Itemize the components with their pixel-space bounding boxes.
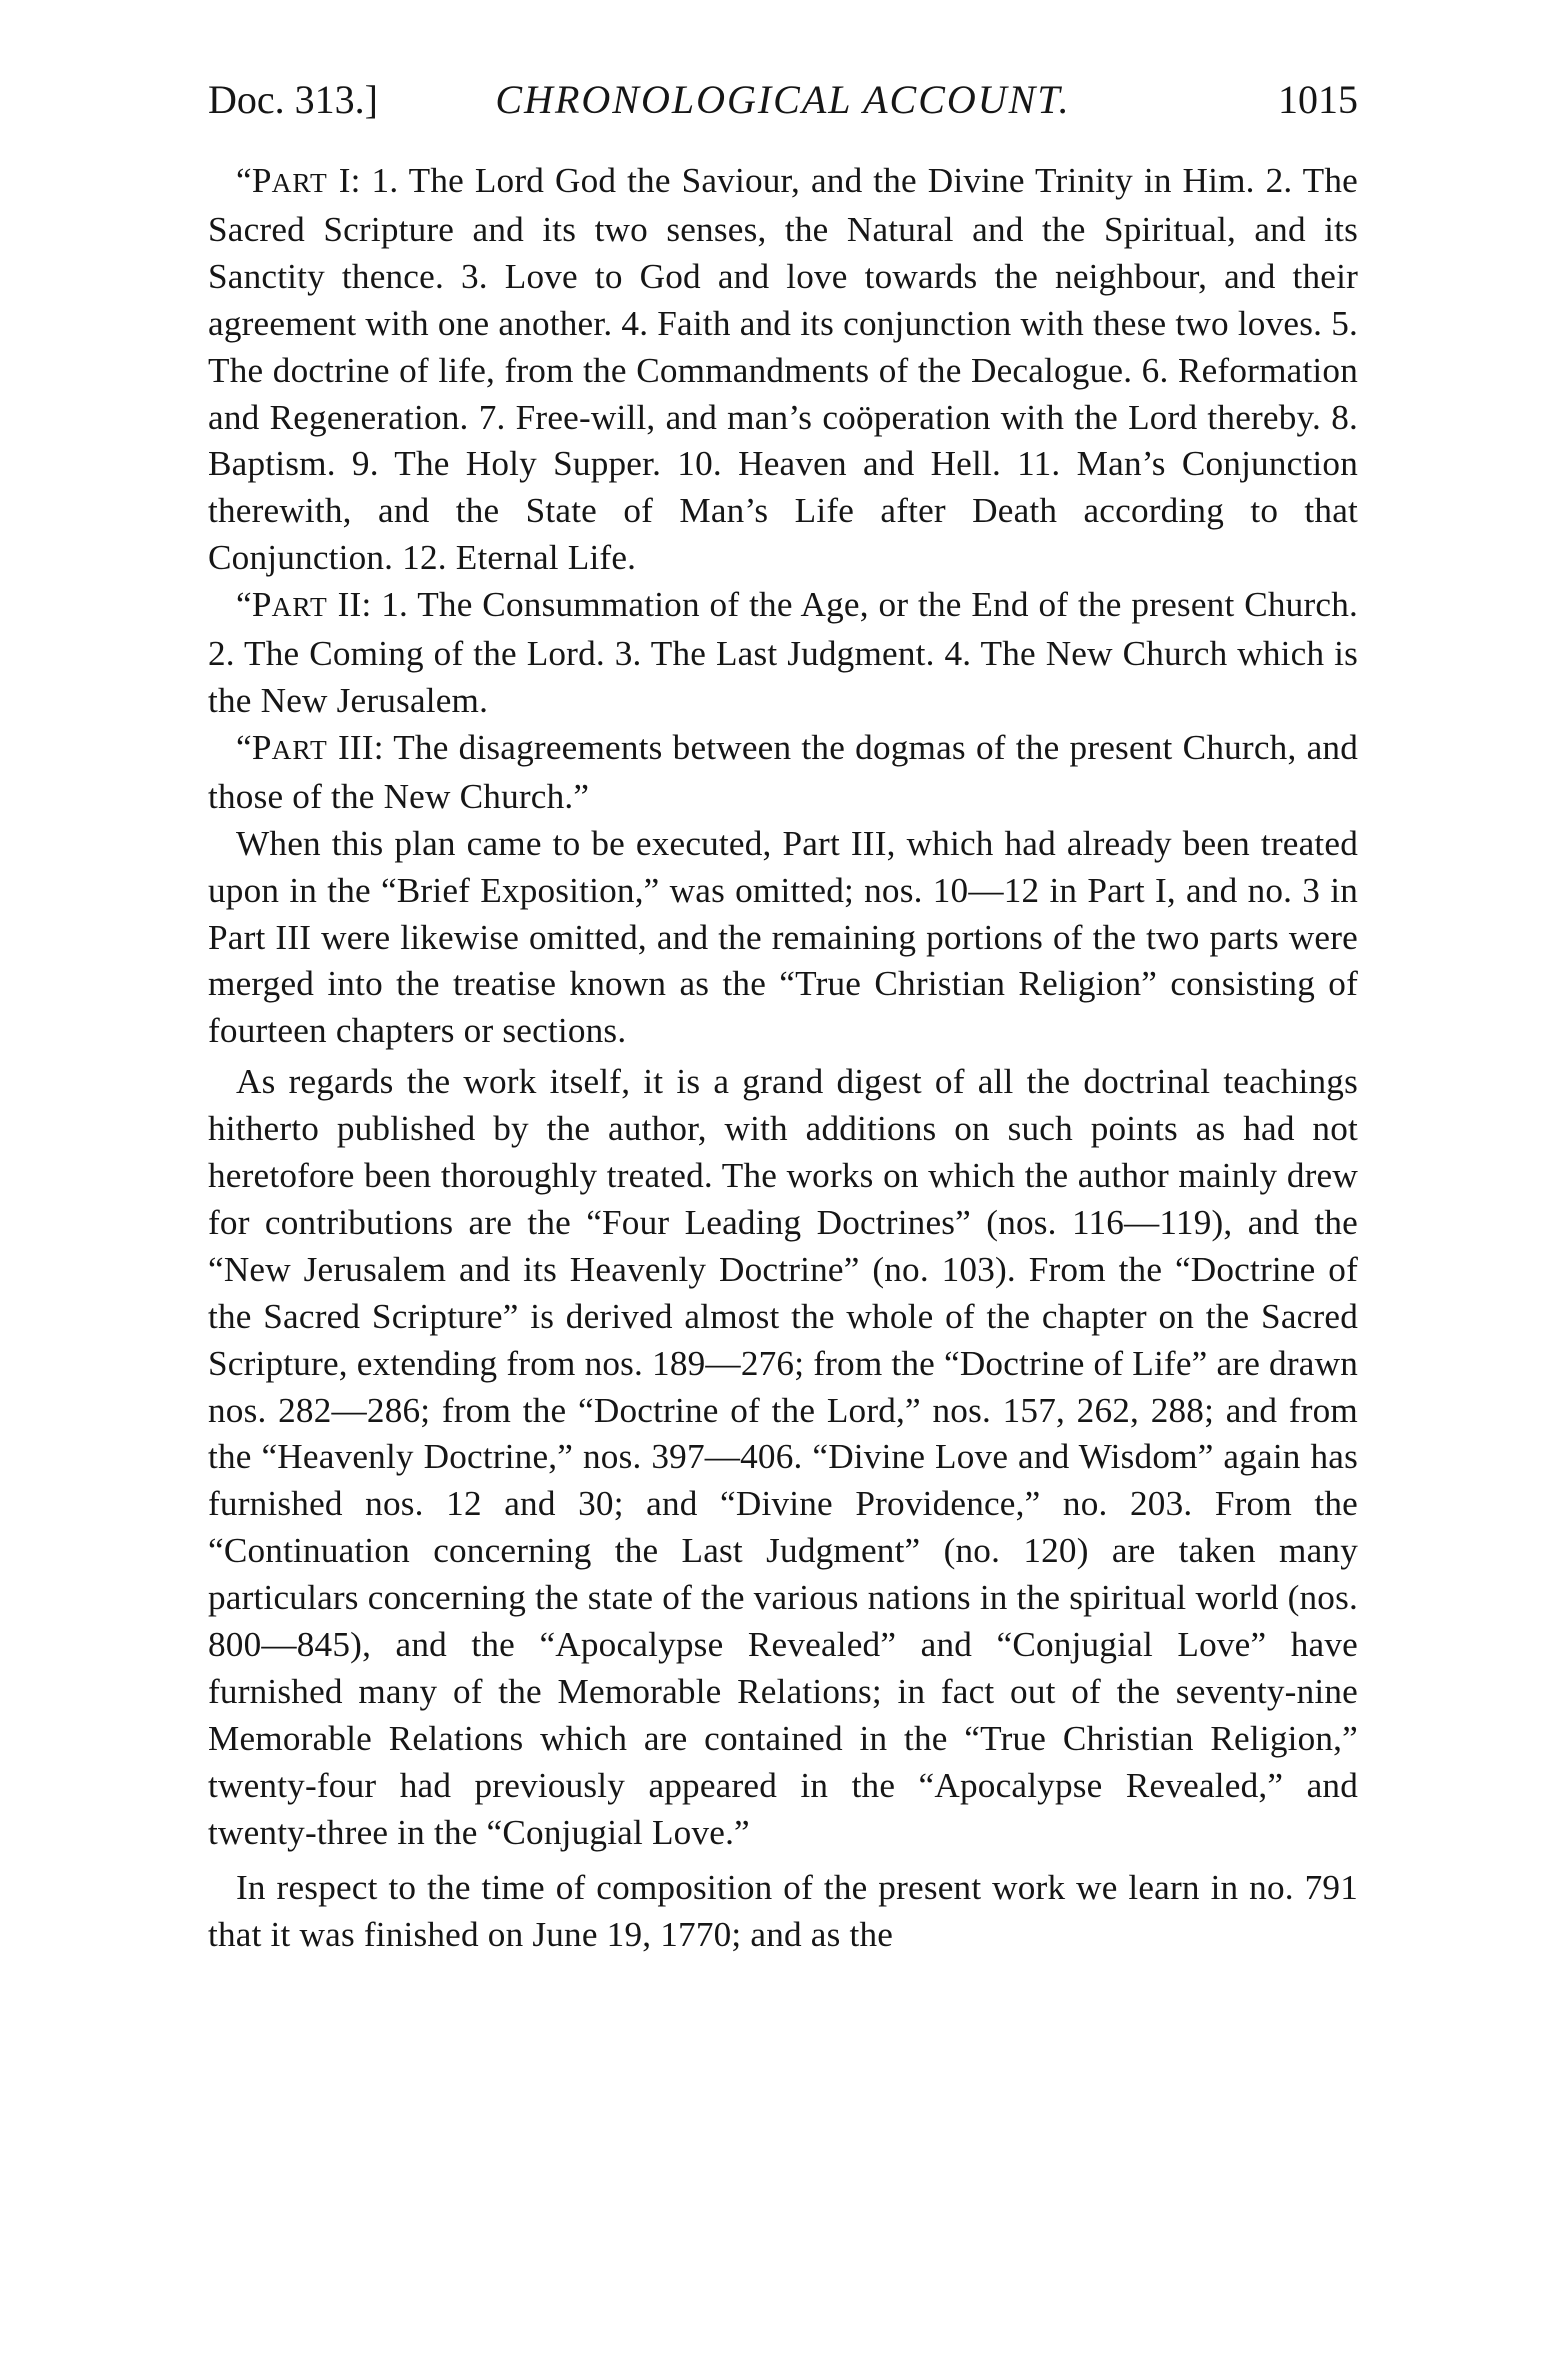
part-label-open: “P: [236, 727, 272, 767]
part-three-paragraph: [208, 725, 1358, 821]
page-number: 1015: [1278, 77, 1358, 122]
body-text: [208, 158, 1358, 1958]
part-label-smallcaps: ART: [271, 734, 328, 765]
paragraph-text: The disagreements between the dogmas of the present Church, and those of the New Church.”: [208, 727, 1358, 816]
part-label-number: III:: [327, 727, 384, 767]
paragraph-text: 1. The Consummation of the Age, or the End of the present Church. 2. The Coming of the Lord. 3. The Last Judgment. 4. The New Church which is the New Jerusalem.: [208, 585, 1358, 720]
document-page: [208, 70, 1358, 1958]
part-label-number: I:: [327, 161, 361, 200]
composition-paragraph: In respect to the time of composition of the present work we learn in no. 791 that it was finished on June 19, 1770; and as the: [208, 1867, 1358, 1954]
part-label-smallcaps: ART: [271, 168, 328, 198]
part-two-paragraph: [208, 582, 1358, 725]
digest-paragraph: As regards the work itself, it is a grand digest of all the doctrinal teachings hitherto published by the author, with additions on such points as had not heretofore been thoroughly treated. The works on which the author mainly drew for contributions are the “Four Leading Doctrines” (nos. 116—119), and the “New Jerusalem and its Heavenly Doctrine” (no. 103). From the “Doctrine of the Sacred Scripture” is derived almost the whole of the chapter on the Sacred Scripture, extending from nos. 189—276; from the “Doctrine of Life” are drawn nos. 282—286; from the “Doctrine of the Lord,” nos. 157, 262, 288; and from the “Heavenly Doctrine,” nos. 397—406. “Divine Love and Wisdom” again has furnished nos. 12 and 30; and “Divine Providence,” no. 203. From the “Continuation concerning the Last Judgment” (no. 120) are taken many particulars concerning the state of the various nations in the spiritual world (nos. 800—845), and the “Apocalypse Revealed” and “Conjugial Love” have furnished many of the Memorable Relations; in fact out of the seventy-nine Memorable Relations which are contained in the “True Christian Religion,” twenty-four had previously appeared in the “Apocalypse Revealed,” and twenty-three in the “Conjugial Love.”: [208, 1062, 1358, 1852]
execution-paragraph: When this plan came to be executed, Part III, which had already been treated upon in the “Brief Exposition,” was omitted; nos. 10—12 in Part I, and no. 3 in Part III were likewise omitted, and the remaining portions of the two parts were merged into the treatise known as the “True Christian Religion” consisting of fourteen chapters or sections.: [208, 823, 1358, 1051]
part-label-open: “P: [236, 161, 272, 200]
paragraph-text: 1. The Lord God the Saviour, and the Divine Trinity in Him. 2. The Sacred Scripture and its two senses, the Natural and the Spiritual, and its Sanctity thence. 3. Love to God and love towards the neighbour, and their agreement with one another. 4. Faith and its conjunction with these two loves. 5. The doctrine of life, from the Commandments of the Decalogue. 6. Reformation and Regeneration. 7. Free-will, and man’s coöperation with the Lord thereby. 8. Baptism. 9. The Holy Supper. 10. Heaven and Hell. 11. Man’s Conjunction therewith, and the State of Man’s Life after Death according to that Conjunction. 12. Eternal Life.: [208, 161, 1358, 578]
part-label-number: II:: [327, 585, 372, 625]
running-head: [208, 70, 1358, 130]
document-number: Doc. 313.]: [208, 77, 378, 122]
part-label-open: “P: [236, 585, 272, 625]
running-title: CHRONOLOGICAL ACCOUNT.: [495, 77, 1071, 122]
part-label-smallcaps: ART: [271, 592, 328, 623]
part-one-paragraph: [208, 158, 1358, 582]
